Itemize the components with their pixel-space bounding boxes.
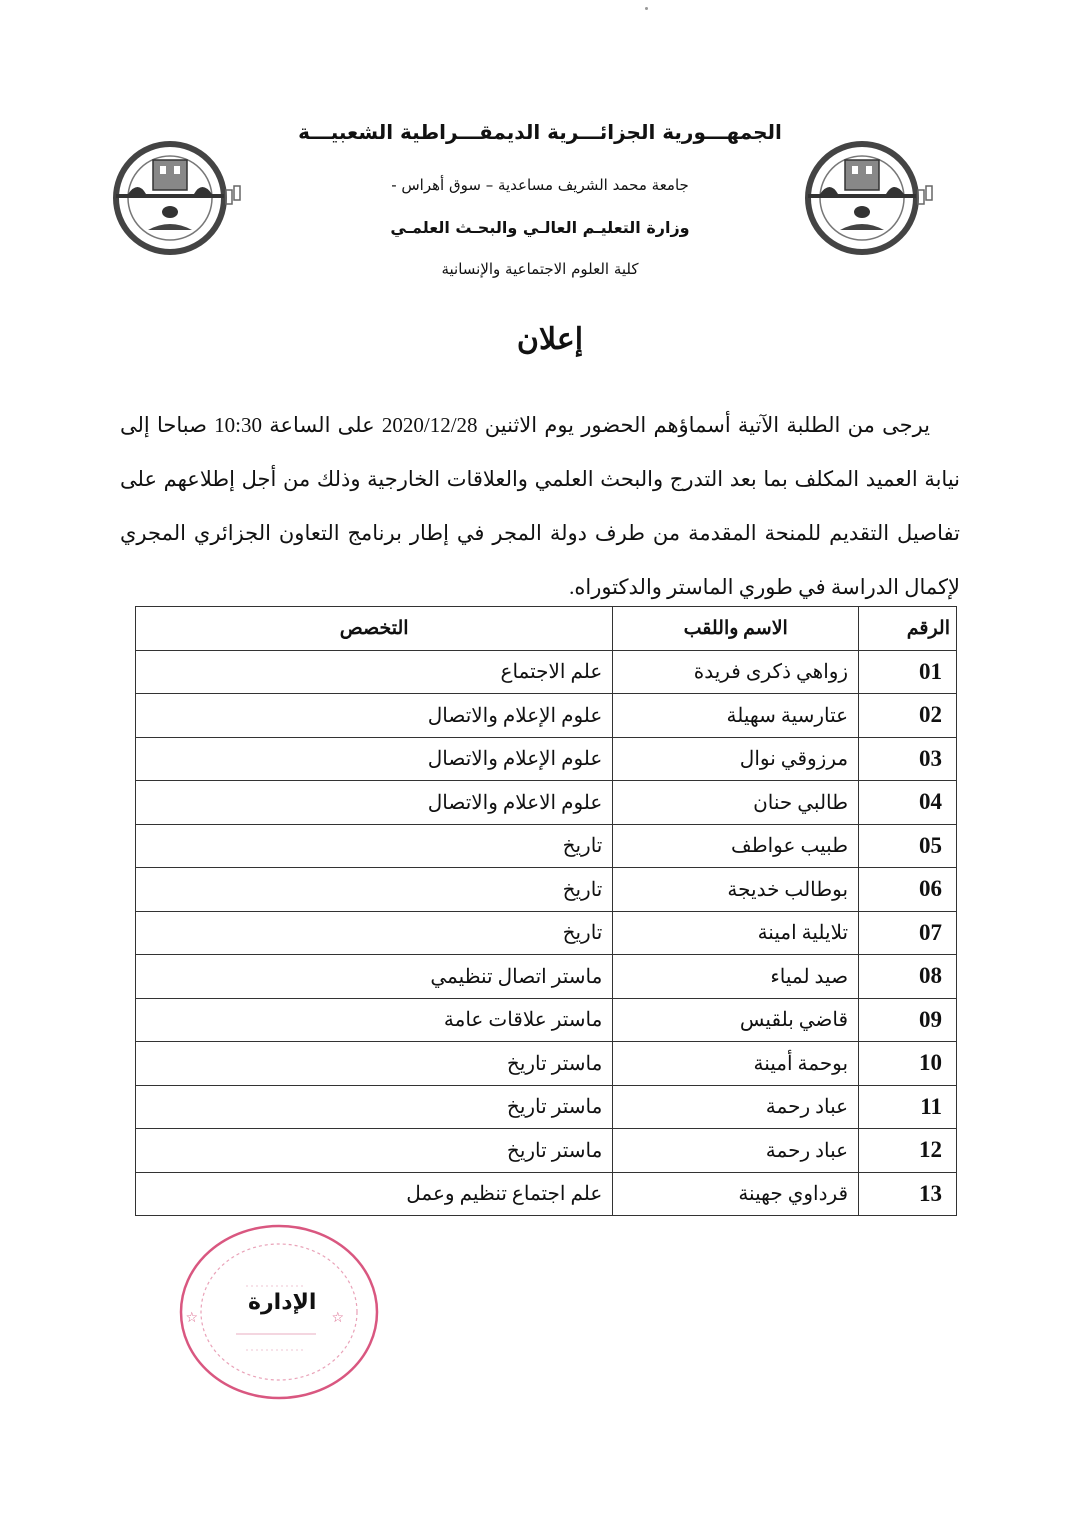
row-number: 12: [859, 1129, 957, 1173]
administration-signature: الإدارة: [248, 1290, 317, 1315]
row-number: 03: [859, 737, 957, 781]
row-specialty: ماستر تاريخ: [136, 1042, 613, 1086]
table-row: [136, 781, 957, 825]
row-name: طالبي حنان: [613, 781, 859, 825]
table-row: [136, 694, 957, 738]
table-row: [136, 955, 957, 999]
row-specialty: تاريخ: [136, 824, 613, 868]
row-specialty: علوم الإعلام والاتصال: [136, 694, 613, 738]
table-row: [136, 737, 957, 781]
row-specialty: تاريخ: [136, 868, 613, 912]
row-name: عباد رحمة: [613, 1129, 859, 1173]
row-number: 09: [859, 998, 957, 1042]
row-number: 13: [859, 1172, 957, 1216]
row-name: قاضي بلقيس: [613, 998, 859, 1042]
svg-text:☆: ☆: [331, 1310, 344, 1326]
row-name: مرزوقي نوال: [613, 737, 859, 781]
row-number: 02: [859, 694, 957, 738]
students-table: [135, 606, 957, 1216]
row-name: تلايلية امينة: [613, 911, 859, 955]
row-number: 05: [859, 824, 957, 868]
header-name: الاسم واللقب: [613, 607, 859, 651]
university-name: جامعة محمد الشريف مساعدية – سوق أهراس -: [391, 176, 689, 194]
table-row: [136, 824, 957, 868]
row-name: طبيب عواطف: [613, 824, 859, 868]
row-number: 06: [859, 868, 957, 912]
row-name: عباد رحمة: [613, 1085, 859, 1129]
row-number: 08: [859, 955, 957, 999]
faculty-name: كلية العلوم الاجتماعية والإنسانية: [441, 260, 639, 278]
row-name: بوطالب خديجة: [613, 868, 859, 912]
table-row: [136, 998, 957, 1042]
university-emblem-right-icon: [800, 132, 940, 262]
row-specialty: علم اجتماع تنظيم وعمل: [136, 1172, 613, 1216]
row-specialty: ماستر اتصال تنظيمي: [136, 955, 613, 999]
row-specialty: ماستر علاقات عامة: [136, 998, 613, 1042]
header-specialty: التخصص: [136, 607, 613, 651]
table-header-row: [136, 607, 957, 651]
row-number: 04: [859, 781, 957, 825]
table-row: [136, 911, 957, 955]
republic-heading: الجمهـــورية الجزائـــرية الديمقـــراطية الشعبيـــة: [298, 120, 782, 144]
row-name: قرداوي جهينة: [613, 1172, 859, 1216]
row-specialty: علم الاجتماع: [136, 650, 613, 694]
table-row: [136, 1085, 957, 1129]
row-specialty: علوم الإعلام والاتصال: [136, 737, 613, 781]
row-number: 01: [859, 650, 957, 694]
row-name: زواهي ذكرى فريدة: [613, 650, 859, 694]
row-specialty: ماستر تاريخ: [136, 1085, 613, 1129]
table-row: [136, 868, 957, 912]
university-emblem-left-icon: [108, 132, 248, 262]
row-specialty: ماستر تاريخ: [136, 1129, 613, 1173]
row-number: 10: [859, 1042, 957, 1086]
announcement-title: إعلان: [516, 322, 584, 357]
row-name: صيد لمياء: [613, 955, 859, 999]
svg-text:☆: ☆: [185, 1310, 198, 1326]
row-name: بوحمة أمينة: [613, 1042, 859, 1086]
table-row: [136, 650, 957, 694]
row-name: عتارسية سهيلة: [613, 694, 859, 738]
table-row: [136, 1129, 957, 1173]
table-row: [136, 1172, 957, 1216]
row-specialty: تاريخ: [136, 911, 613, 955]
row-number: 07: [859, 911, 957, 955]
scan-speck: [645, 7, 648, 10]
row-number: 11: [859, 1085, 957, 1129]
announcement-body: يرجى من الطلبة الآتية أسماؤهم الحضور يوم الاثنين 2020/12/28 على الساعة 10:30 صباحا إلى نيابة العميد المكلف بما بعد التدرج والبحث العلمي والعلاقات الخارجية وذلك من أجل إطلاعهم على تفاصيل التقديم للمنحة المقدمة من طرف دولة المجر في إطار برنامج التعاون الجزائري المجري لإكمال الدراسة في طوري الماستر والدكتوراه.: [120, 413, 960, 599]
row-specialty: علوم الاعلام والاتصال: [136, 781, 613, 825]
header-number: الرقم: [859, 607, 957, 651]
ministry-name: وزارة التعليـم العالـي والبحـث العلمـي: [390, 218, 690, 237]
table-row: [136, 1042, 957, 1086]
